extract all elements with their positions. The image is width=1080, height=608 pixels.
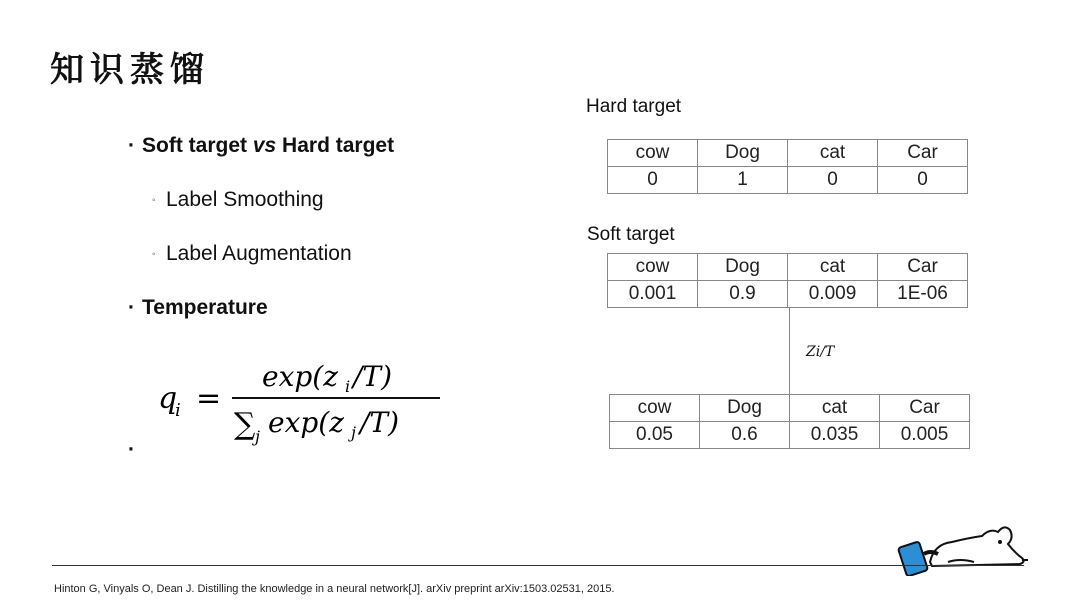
footer-divider: [52, 565, 1024, 566]
bullet-label-smoothing: [152, 188, 324, 212]
table-cell: 0: [608, 167, 698, 194]
table-cell: cat: [788, 254, 878, 281]
slide-title: 知识蒸馏: [50, 50, 210, 90]
table-cell: Car: [878, 140, 968, 167]
label-augmentation-text: Label Augmentation: [166, 242, 352, 265]
table-cell: cow: [608, 140, 698, 167]
bullet-label-augmentation: [152, 242, 352, 266]
table-cell: 0.009: [788, 281, 878, 308]
svg-text:/T): /T): [353, 360, 393, 393]
svg-text:∑: ∑: [234, 407, 256, 442]
svg-text:i: i: [175, 400, 181, 421]
table-cell: 0.05: [610, 422, 700, 449]
svg-text:=: =: [196, 381, 222, 416]
table-cell: 0.035: [790, 422, 880, 449]
svg-text:exp(z: exp(z: [268, 406, 344, 439]
hard-target-text: Hard target: [282, 134, 395, 157]
table-cell: cat: [788, 140, 878, 167]
table-cell: 0.001: [608, 281, 698, 308]
table-cell: Car: [880, 395, 970, 422]
empty-bullet: ·: [128, 438, 135, 461]
table-cell: Dog: [698, 254, 788, 281]
svg-text:j: j: [255, 427, 260, 446]
table-cell: 0.9: [698, 281, 788, 308]
scaling-label: Zi/T: [806, 344, 835, 360]
vs-text: vs: [252, 134, 277, 157]
table-header-row: [610, 395, 970, 422]
table-cell: Car: [878, 254, 968, 281]
bullet-soft-vs-hard: [128, 134, 394, 158]
label-smoothing-text: Label Smoothing: [166, 188, 324, 211]
svg-text:q: q: [158, 381, 178, 416]
svg-text:j: j: [351, 423, 356, 442]
svg-text:i: i: [345, 377, 351, 396]
table-row: [610, 422, 970, 449]
bullet-temperature: [128, 296, 268, 320]
hard-target-table: [607, 139, 968, 194]
bullet-dot: ·: [128, 134, 135, 157]
svg-text:/T): /T): [360, 406, 400, 439]
soft-target-text: Soft target: [142, 134, 247, 157]
soft-target-table: [607, 253, 968, 308]
svg-text:exp(z: exp(z: [262, 360, 338, 393]
citation-footer: Hinton G, Vinyals O, Dean J. Distilling the knowledge in a neural network[J]. arXiv preprint arXiv:1503.02531, 2015.: [54, 583, 615, 595]
temperature-text: Temperature: [142, 296, 268, 319]
table-header-row: [608, 140, 968, 167]
table-cell: 1: [698, 167, 788, 194]
soft-target-caption: Soft target: [587, 224, 675, 245]
table-cell: cat: [790, 395, 880, 422]
table-cell: cow: [608, 254, 698, 281]
table-header-row: [608, 254, 968, 281]
table-cell: Dog: [700, 395, 790, 422]
table-cell: 0.6: [700, 422, 790, 449]
table-cell: 0.005: [880, 422, 970, 449]
connector-line: [789, 308, 790, 394]
table-cell: Dog: [698, 140, 788, 167]
table-cell: 0: [878, 167, 968, 194]
hard-target-caption: Hard target: [586, 96, 682, 117]
table-cell: cow: [610, 395, 700, 422]
table-row: [608, 281, 968, 308]
table-cell: 1E-06: [878, 281, 968, 308]
hollow-bullet-icon: ◦: [152, 248, 156, 260]
temperature-softened-table: [609, 394, 970, 449]
table-row: [608, 167, 968, 194]
reading-mouse-mascot-icon: [890, 518, 1030, 576]
softmax-temperature-formula: [158, 356, 458, 446]
hollow-bullet-icon: ◦: [152, 194, 156, 206]
table-cell: 0: [788, 167, 878, 194]
bullet-dot: ·: [128, 296, 135, 319]
